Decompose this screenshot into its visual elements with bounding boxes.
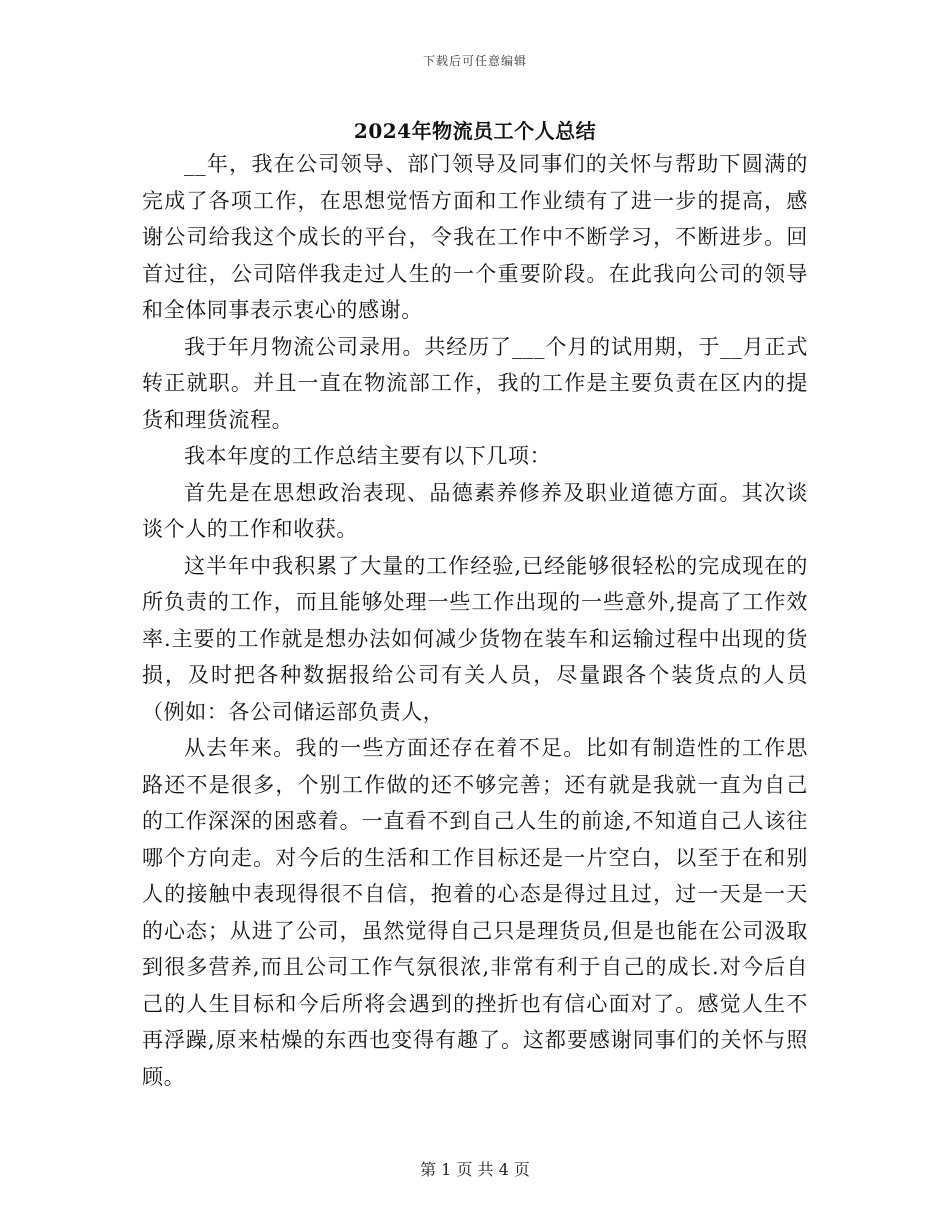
paragraph-intro: __年，我在公司领导、部门领导及同事们的关怀与帮助下圆满的完成了各项工作，在思想觉悟方面和工作业绩有了进一步的提高，感谢公司给我这个成长的平台，令我在工作中不断学习，不断进步。回首过往，公司陪伴我走过人生的一个重要阶段。在此我向公司的领导和全体同事表示衷心的感谢。 xyxy=(142,152,808,322)
paragraph-summary-lead: 我本年度的工作总结主要有以下几项： xyxy=(184,444,552,468)
document-title: 2024年物流员工个人总结 xyxy=(353,119,597,143)
page-footer: 第 1 页 共 4 页 xyxy=(420,1160,530,1179)
paragraph-experience: 这半年中我积累了大量的工作经验,已经能够很轻松的完成现在的所负责的工作，而且能够处理一些工作出现的一些意外,提高了工作效率.主要的工作就是想办法如何减少货物在装车和运输过程中出现的货损，及时把各种数据报给公司有关人员，尽量跟各个装货点的人员（例如：各公司储运部负责人， xyxy=(142,553,808,724)
paragraph-shortcomings: 从去年来。我的一些方面还存在着不足。比如有制造性的工作思路还不是很多，个别工作做的还不够完善；还有就是我就一直为自己的工作深深的困惑着。一直看不到自己人生的前途,不知道自己人该往哪个方向走。对今后的生活和工作目标还是一片空白，以至于在和别人的接触中表现得很不自信，抱着的心态是得过且过，过一天是一天的心态；从进了公司，虽然觉得自己只是理货员,但是也能在公司汲取到很多营养,而且公司工作气氛很浓,非常有利于自己的成长.对今后自己的人生目标和今后所将会遇到的挫折也有信心面对了。感觉人生不再浮躁,原来枯燥的东西也变得有趣了。这都要感谢同事们的关怀与照顾。 xyxy=(142,736,808,1089)
paragraph-first-point: 首先是在思想政治表现、品德素养修养及职业道德方面。其次谈谈个人的工作和收获。 xyxy=(142,480,808,541)
document-body xyxy=(142,146,808,1095)
paragraph-employment: 我于年月物流公司录用。共经历了___个月的试用期，于__月正式转正就职。并且一直在物流部工作，我的工作是主要负责在区内的提货和理货流程。 xyxy=(142,334,808,432)
header-note: 下载后可任意编辑 xyxy=(422,54,527,68)
